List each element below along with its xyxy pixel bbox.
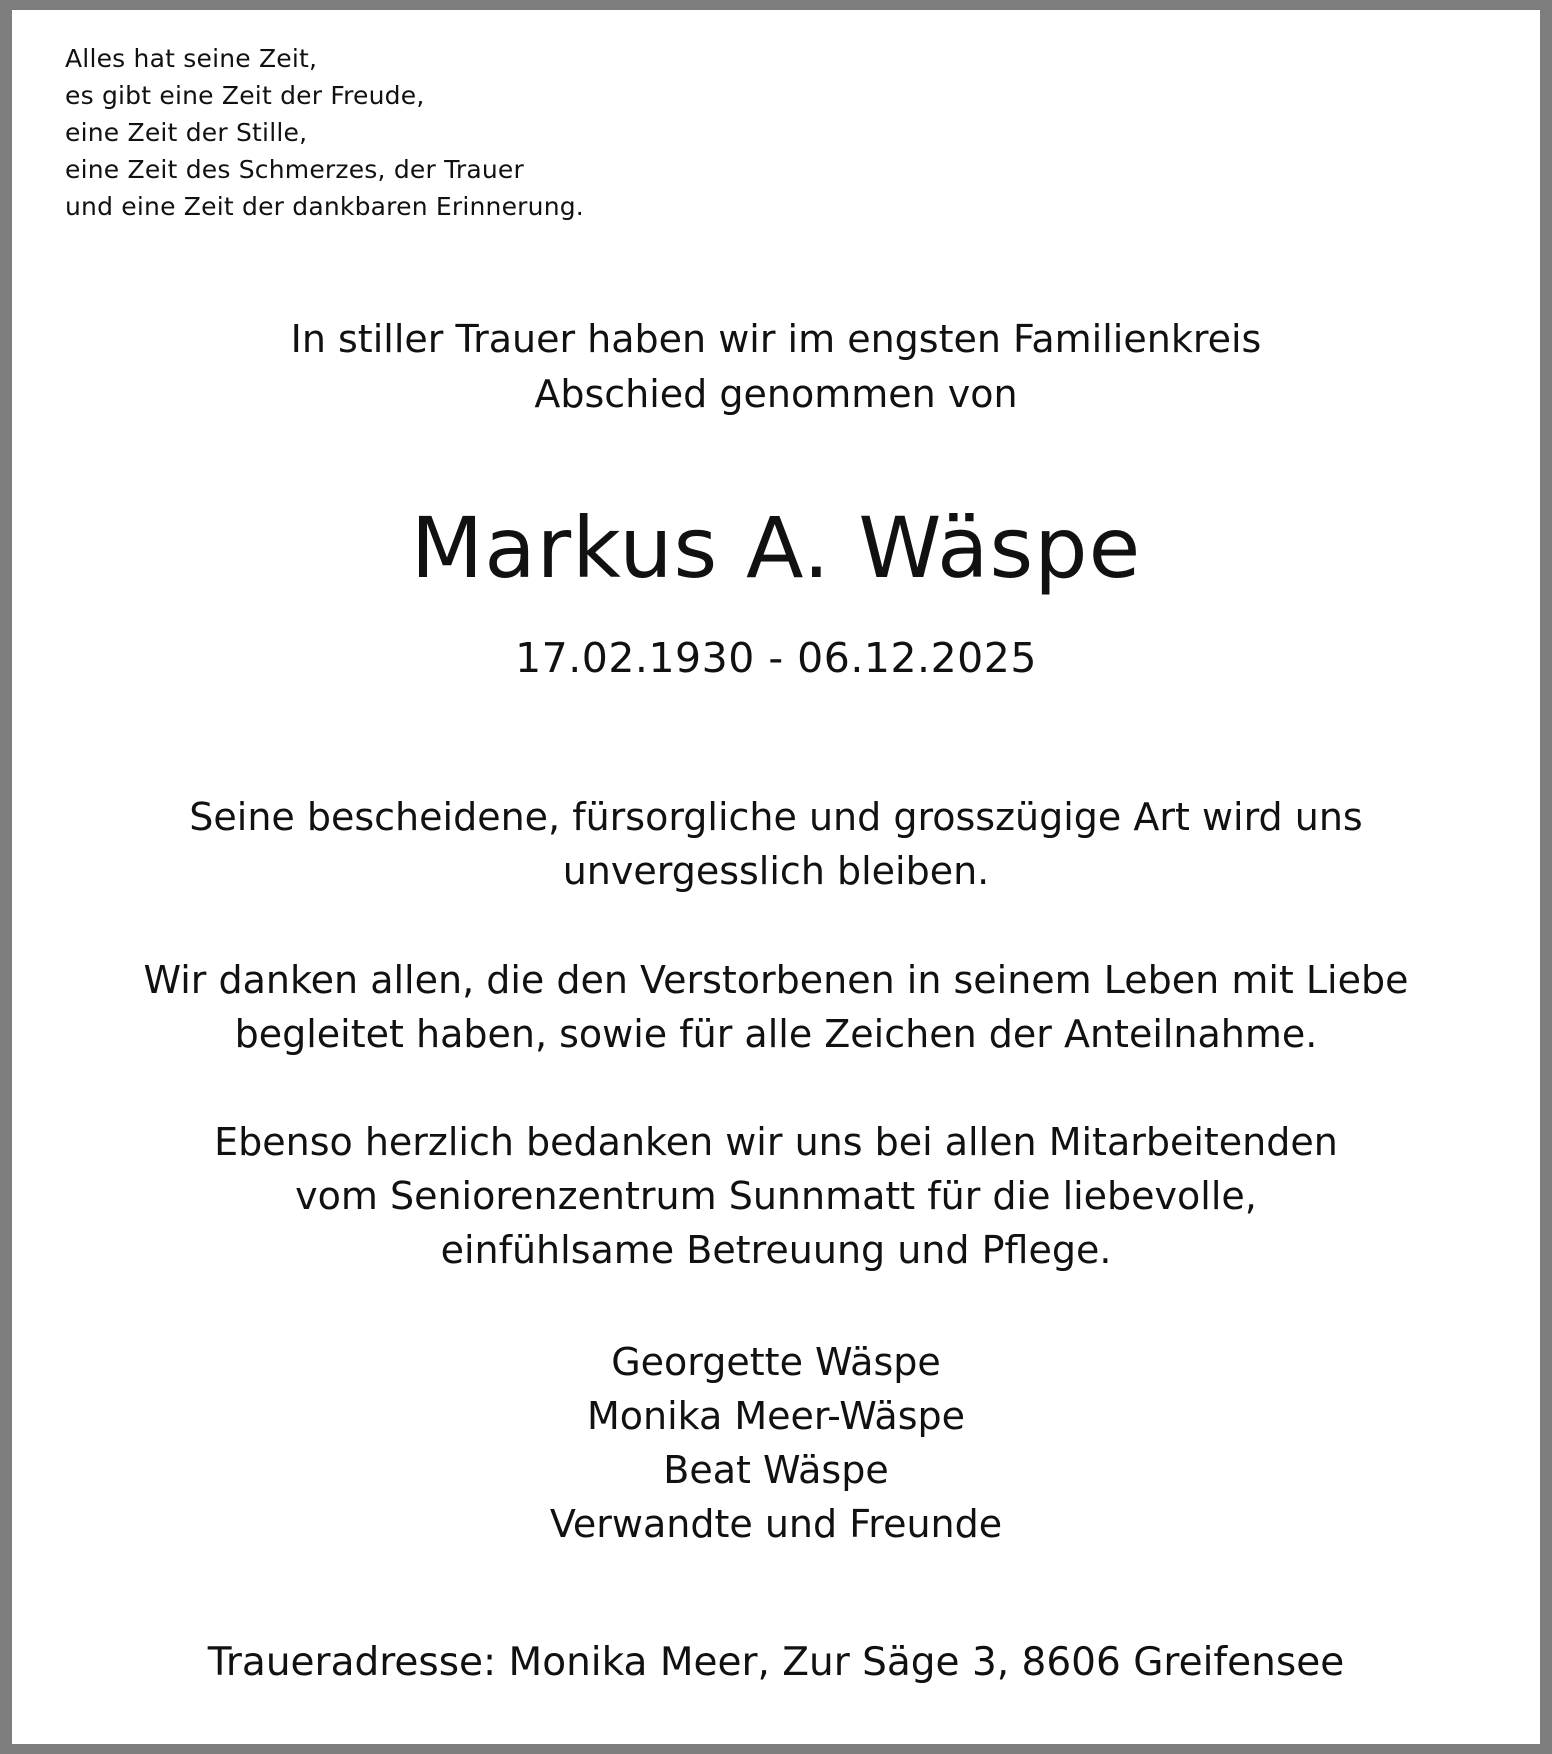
intro-line: Abschied genommen von xyxy=(534,372,1018,416)
tribute-paragraph xyxy=(12,790,1540,898)
obituary-notice xyxy=(12,10,1540,1744)
intro-text xyxy=(12,312,1540,422)
mourner-name: Monika Meer-Wäspe xyxy=(586,1394,965,1438)
mourner-name: Georgette Wäspe xyxy=(611,1340,941,1384)
motto-line: eine Zeit der Stille, xyxy=(65,118,308,147)
mourner-name: Beat Wäspe xyxy=(663,1448,889,1492)
paragraph-line: Wir danken allen, die den Verstorbenen in seinem Leben mit Liebe xyxy=(143,958,1409,1002)
motto-verse xyxy=(65,40,584,225)
paragraph-line: unvergesslich bleiben. xyxy=(562,849,990,893)
intro-line: In stiller Trauer haben wir im engsten Familienkreis xyxy=(290,317,1262,361)
motto-line: es gibt eine Zeit der Freude, xyxy=(65,81,425,110)
paragraph-line: begleitet haben, sowie für alle Zeichen der Anteilnahme. xyxy=(234,1012,1318,1056)
life-dates: 17.02.1930 - 06.12.2025 xyxy=(515,634,1037,682)
motto-line: eine Zeit des Schmerzes, der Trauer xyxy=(65,155,524,184)
thanks-paragraph xyxy=(12,953,1540,1061)
paragraph-line: vom Seniorenzentrum Sunnmatt für die liebevolle, xyxy=(295,1174,1257,1218)
paragraph-line: Ebenso herzlich bedanken wir uns bei allen Mitarbeitenden xyxy=(214,1120,1338,1164)
paragraph-line: Seine bescheidene, fürsorgliche und grosszügige Art wird uns xyxy=(189,795,1363,839)
mourners-list xyxy=(12,1335,1540,1551)
mourner-name: Verwandte und Freunde xyxy=(549,1502,1003,1546)
care-thanks-paragraph xyxy=(12,1115,1540,1277)
mourning-address: Traueradresse: Monika Meer, Zur Säge 3, 8606 Greifensee xyxy=(207,1640,1345,1685)
motto-line: und eine Zeit der dankbaren Erinnerung. xyxy=(65,192,584,221)
motto-line: Alles hat seine Zeit, xyxy=(65,44,318,73)
paragraph-line: einfühlsame Betreuung und Pflege. xyxy=(440,1228,1112,1272)
deceased-name: Markus A. Wäspe xyxy=(410,499,1142,597)
